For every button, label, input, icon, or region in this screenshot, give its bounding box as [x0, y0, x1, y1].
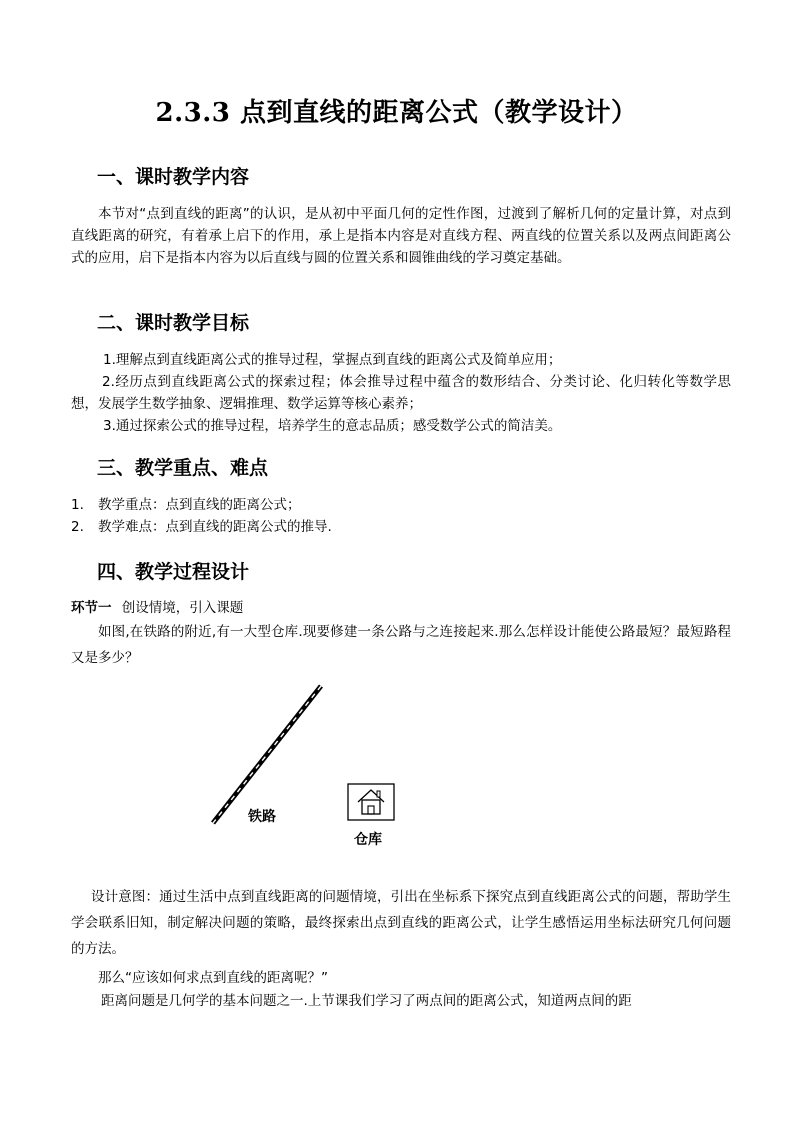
step-title: 创设情境，引入课题: [121, 600, 244, 616]
keypoint-text-1: 教学重点：点到直线的距离公式；: [98, 497, 301, 513]
content-paragraph: 本节对“点到直线的距离”的认识，是从初中平面几何的定性作图，过渡到了解析几何的定量计算，对点到直线距离的研究，有着承上启下的作用，承上是指本内容是对直线方程、两直线的位置关系以及两点间距离公式的应用，启下是指本内容为以后直线与圆的位置关系和圆锥曲线的学习奠定基础。: [71, 206, 731, 266]
intro-question: 如图,在铁路的附近,有一大型仓库.现要修建一条公路与之连接起来.那么怎样设计能使公路最短？最短路程又是多少？: [71, 624, 731, 666]
goal-item-3: 3.通过探索公式的推导过程，培养学生的意志品质；感受数学公式的简洁美。: [103, 418, 562, 434]
keypoint-text-2: 教学难点：点到直线的距离公式的推导.: [98, 519, 332, 535]
keypoint-number-2: 2.: [71, 519, 84, 535]
step-header: [71, 597, 243, 619]
title-number: 2.3.3: [155, 98, 231, 128]
railway-line: [213, 686, 321, 823]
design-intent: 设计意图：通过生活中点到直线距离的问题情境，引出在坐标系下探究点到直线距离公式的问题，帮助学生学会联系旧知，制定解决问题的策略，最终探索出点到直线的距离公式，让学生感悟运用坐标法研究几何问题的方法。: [71, 889, 731, 957]
warehouse-label: 仓库: [354, 832, 382, 848]
page-title: [0, 92, 793, 129]
heading-keypoints: 三、教学重点、难点: [97, 457, 269, 479]
heading-process: 四、教学过程设计: [97, 561, 250, 583]
goal-item-2: 2.经历点到直线距离公式的探索过程；体会推导过程中蕴含的数形结合、分类讨论、化归转化等数学思想，发展学生数学抽象、逻辑推理、数学运算等核心素养；: [71, 374, 731, 412]
heading-content: 一、课时教学内容: [97, 166, 250, 188]
title-text: 点到直线的距离公式（教学设计）: [239, 98, 638, 128]
goal-item-1: 1.理解点到直线距离公式的推导过程，掌握点到直线的距离公式及简单应用；: [103, 352, 562, 368]
followup-question: 那么“应该如何求点到直线的距离呢？”: [98, 970, 328, 986]
railway-label: 铁路: [248, 809, 276, 825]
keypoint-number-1: 1.: [71, 497, 84, 513]
step-label: 环节一: [71, 600, 112, 616]
heading-goals: 二、课时教学目标: [97, 312, 250, 334]
warehouse-box: [348, 784, 394, 820]
railway-warehouse-figure: [205, 680, 405, 850]
continuation-text: 距离问题是几何学的基本问题之一.上节课我们学习了两点间的距离公式，知道两点间的距: [101, 993, 632, 1009]
